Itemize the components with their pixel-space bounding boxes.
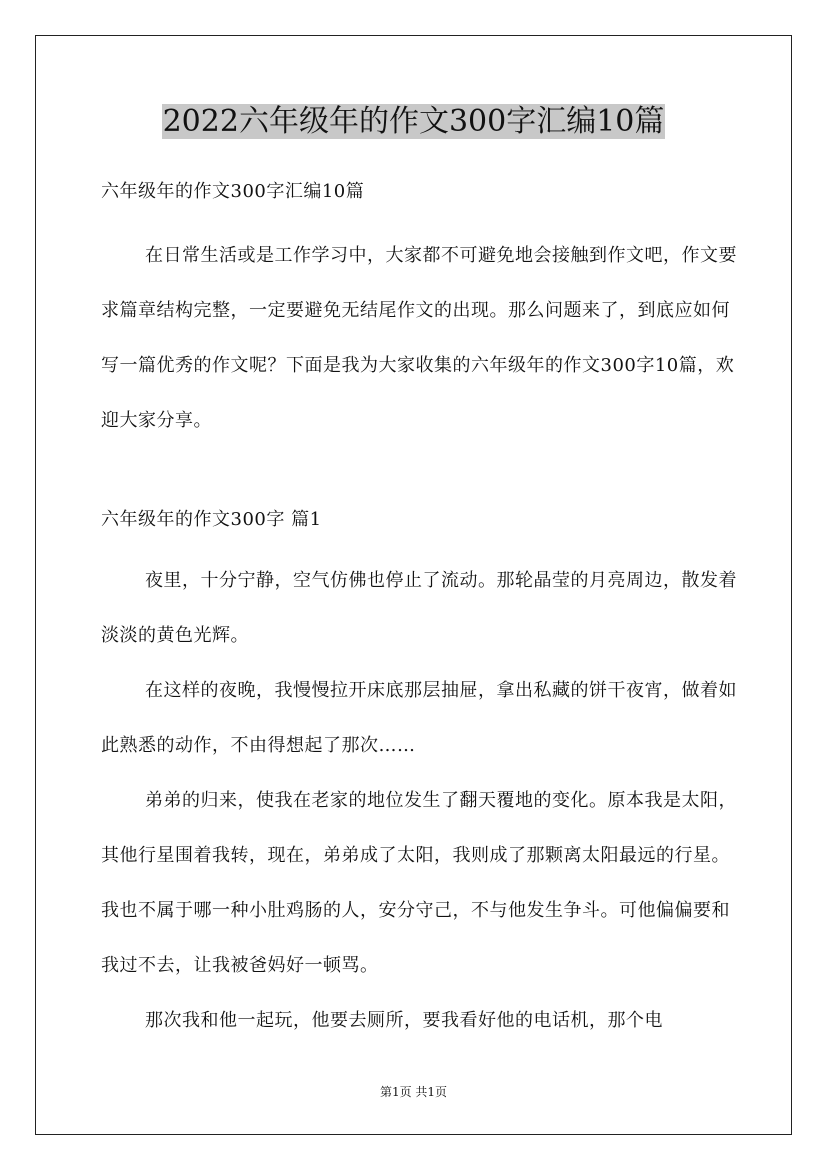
essay-paragraph-3: 弟弟的归来，使我在老家的地位发生了翻天覆地的变化。原本我是太阳，其他行星围着我转，现在，弟弟成了太阳，我则成了那颗离太阳最远的行星。我也不属于哪一种小肚鸡肠的人，安分守己，不与他发生争斗。可他偏偏要和我过不去，让我被爸妈好一顿骂。 xyxy=(101,790,737,976)
essay-paragraph-1: 夜里，十分宁静，空气仿佛也停止了流动。那轮晶莹的月亮周边，散发着淡淡的黄色光辉。 xyxy=(101,570,737,646)
document-subtitle: 六年级年的作文300字汇编10篇 xyxy=(101,181,365,202)
document-title-text: 2022六年级年的作文300字汇编10篇 xyxy=(162,104,665,139)
document-title xyxy=(0,103,827,141)
page-footer: 第1页 共1页 xyxy=(379,1085,448,1099)
intro-paragraph: 在日常生活或是工作学习中，大家都不可避免地会接触到作文吧，作文要求篇章结构完整，一定要避免无结尾作文的出现。那么问题来了，到底应如何写一篇优秀的作文呢？下面是我为大家收集的六年级年的作文300字10篇，欢迎大家分享。 xyxy=(101,245,737,431)
essay-paragraph-4: 那次我和他一起玩，他要去厕所，要我看好他的电话机，那个电 xyxy=(145,1010,663,1031)
essay-body xyxy=(101,553,741,1048)
section-heading: 六年级年的作文300字 篇1 xyxy=(101,509,322,530)
essay-paragraph-2: 在这样的夜晚，我慢慢拉开床底那层抽屉，拿出私藏的饼干夜宵，做着如此熟悉的动作，不由得想起了那次…… xyxy=(101,680,737,756)
intro-section xyxy=(101,228,741,448)
